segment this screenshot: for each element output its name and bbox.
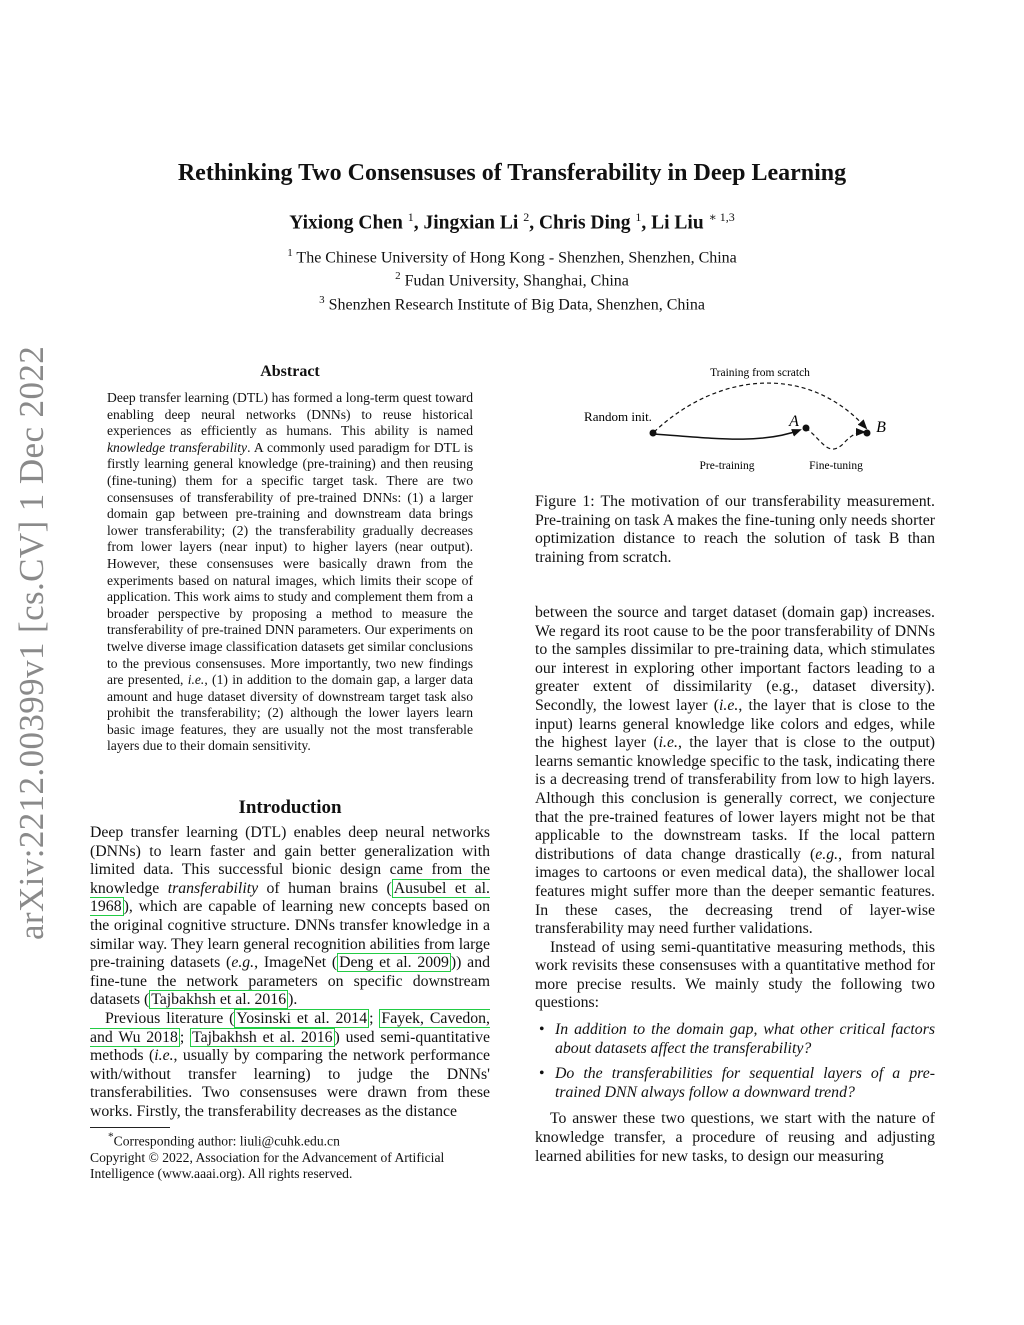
point-a bbox=[803, 425, 810, 432]
affiliation: $^2$ Fudan University, Shanghai, China bbox=[395, 270, 629, 290]
label-a: A bbox=[789, 413, 799, 430]
label-fine-tuning: Fine-tuning bbox=[809, 460, 863, 472]
paper-title: Rethinking Two Consensuses of Transferability in Deep Learning bbox=[177, 160, 847, 186]
citation-link[interactable]: Tajbakhsh et al. 2016 bbox=[151, 991, 287, 1009]
affiliation: $^1$ The Chinese University of Hong Kong - Shenzhen, Shenzhen, China bbox=[287, 247, 737, 267]
introduction-body bbox=[90, 824, 490, 1122]
label-training-from-scratch: Training from scratch bbox=[710, 367, 810, 379]
citation-link[interactable]: Ausubel et al. 1968 bbox=[90, 879, 490, 916]
author-name: Jingxian Li bbox=[423, 212, 519, 234]
list-item: • Do the transferabilities for sequential layers of a pre-trained DNN always follow a downward trend? bbox=[539, 1065, 935, 1101]
author-affil-mark: 1 bbox=[635, 210, 642, 224]
paragraph: To answer these two questions, we start with the nature of knowledge transfer, a procedure of reusing and adjusting learned abilities for new tasks, to design our measuring bbox=[535, 1110, 935, 1165]
citation-link[interactable]: Tajbakhsh et al. 2016 bbox=[192, 1028, 333, 1046]
right-column-body bbox=[535, 604, 935, 1166]
affiliation-list bbox=[0, 244, 1024, 314]
introduction-heading: Introduction bbox=[238, 797, 342, 818]
footnote bbox=[90, 1129, 490, 1182]
list-item: • In addition to the domain gap, what other critical factors about datasets affect the transferability? bbox=[539, 1021, 935, 1057]
footnote-copyright: Copyright © 2022, Association for the Advancement of Artificial Intelligence (www.aaai.org). All rights reserved. bbox=[90, 1149, 445, 1181]
paragraph: Instead of using semi-quantitative measuring methods, this work revisits these consensuses with a quantitative method for more precise results. We mainly study the following two questions: bbox=[535, 938, 935, 1012]
citation-link[interactable]: Deng et al. 2009 bbox=[339, 954, 449, 972]
path-training-from-scratch bbox=[654, 383, 866, 432]
path-pre-training bbox=[654, 430, 800, 439]
paragraph: Deep transfer learning (DTL) enables deep neural networks (DNNs) to learn faster and gain better generalization with limited data. This successful bionic design came from the knowledge transferability of human brains ( Ausubel et al. 1968 ), which are capable of learning new concepts based on the original cognitive structure. DNNs transfer knowledge in a similar way. They learn general recognition abilities from large pre-training datasets (e.g., ImageNet ( Deng et al. 2009 )) and fine-tune the network parameters on specific downstream datasets ( Tajbakhsh et al. 2016 ). bbox=[90, 824, 490, 1009]
label-b: B bbox=[876, 419, 886, 436]
citation-link[interactable]: Fayek, Cavedon, and Wu 2018 bbox=[90, 1009, 490, 1046]
figure-1-caption: Figure 1: The motivation of our transferability measurement. Pre-training on task A makes the fine-tuning only needs shorter optimization distance to reach the solution of task B than training from scratch. bbox=[535, 493, 935, 566]
figure-1-diagram bbox=[560, 360, 920, 480]
abstract-heading: Abstract bbox=[260, 363, 320, 380]
label-pre-training: Pre-training bbox=[699, 460, 755, 472]
author-affil-mark: ∗ 1,3 bbox=[708, 210, 735, 224]
point-random-init bbox=[650, 430, 657, 437]
author-name: Li Liu bbox=[651, 212, 704, 234]
author-list: Yixiong Chen $^1$, Jingxian Li $^2$, Chris Ding $^1$, Li Liu $^{∗ 1,3}$ bbox=[289, 210, 735, 234]
citation-link[interactable]: Yosinski et al. 2014 bbox=[236, 1009, 368, 1027]
question-list bbox=[535, 1021, 935, 1102]
abstract-text: Deep transfer learning (DTL) has formed a long-term quest toward enabling deep neural networks (DNNs) to reuse historical experiences as efficiently as humans. This ability is named knowledge transferability. A commonly used paradigm for DTL is firstly learning general knowledge (pre-training) and then reusing (fine-tuning) them for a specific target task. There are two consensuses of transferability of pre-trained DNNs: (1) a larger domain gap between pre-training and downstream data brings lower transferability; (2) the transferability gradually decreases from lower layers (near input) to higher layers (near output). However, these consensuses were basically drawn from the experiments based on natural images, which limits their scope of application. This work aims to study and complement them from a broader perspective by proposing a method to measure the transferability of pre-trained DNN parameters. Our experiments on twelve diverse image classification datasets get similar conclusions to the previous consensuses. More importantly, two new findings are presented, i.e., (1) in addition to the domain gap, a larger data amount and huge dataset diversity of downstream target task also prohibit the transferability; (2) although the lower layers learn basic image features, they are usually not the most transferable layers due to their domain sensitivity. bbox=[107, 390, 473, 754]
author-name: Chris Ding bbox=[538, 212, 631, 234]
author-affil-mark: 2 bbox=[523, 210, 530, 224]
label-random-init: Random init. bbox=[584, 409, 652, 424]
footnote-rule bbox=[90, 1127, 170, 1128]
author-affil-mark: 1 bbox=[407, 210, 414, 224]
affiliation: $^3$ Shenzhen Research Institute of Big Data, Shenzhen, China bbox=[319, 293, 705, 313]
arxiv-identifier: arXiv:2212.00399v1 [cs.CV] 1 Dec 2022 bbox=[12, 345, 51, 940]
footnote-corresponding: *Corresponding author: liuli@cuhk.edu.cn bbox=[108, 1131, 340, 1149]
author-name: Yixiong Chen bbox=[289, 212, 403, 234]
point-b bbox=[864, 430, 871, 437]
paragraph: between the source and target dataset (domain gap) increases. We regard its root cause to be the poor transferability of DNNs to the samples dissimilar to pre-training data, which stimulates our interest in exploring other important factors leading to a greater extent of dissimilarity (e.g., dataset diversity). Secondly, the lowest layer (i.e., the layer that is close to the input) learns general knowledge like colors and edges, while the highest layer (i.e., the layer that is close to the output) learns semantic knowledge specific to the task, indicating there is a decreasing trend of transferability from low to high layers. Although this conclusion is generally correct, we conjecture that the pre-trained features of lower layers might not be that applicable to the downstream tasks. If the local pattern distributions of data change drastically (e.g., from natural images to cartoons or even medical data), the shallower local features might suffer more than the deeper semantic features. In these cases, the decreasing trend of layer-wise transferability may need further validations. bbox=[535, 604, 935, 938]
paragraph: Previous literature ( Yosinski et al. 2014 ; Fayek, Cavedon, and Wu 2018 ; Tajbakhsh et al. 2016 ) used semi-quantitative methods (i.e., usually by comparing the network performance with/without transfer learning) to judge the DNNs' transferabilities. Two consensuses were drawn from these works. Firstly, the transferability decreases as the distance bbox=[90, 1009, 490, 1120]
path-fine-tuning bbox=[806, 428, 864, 449]
